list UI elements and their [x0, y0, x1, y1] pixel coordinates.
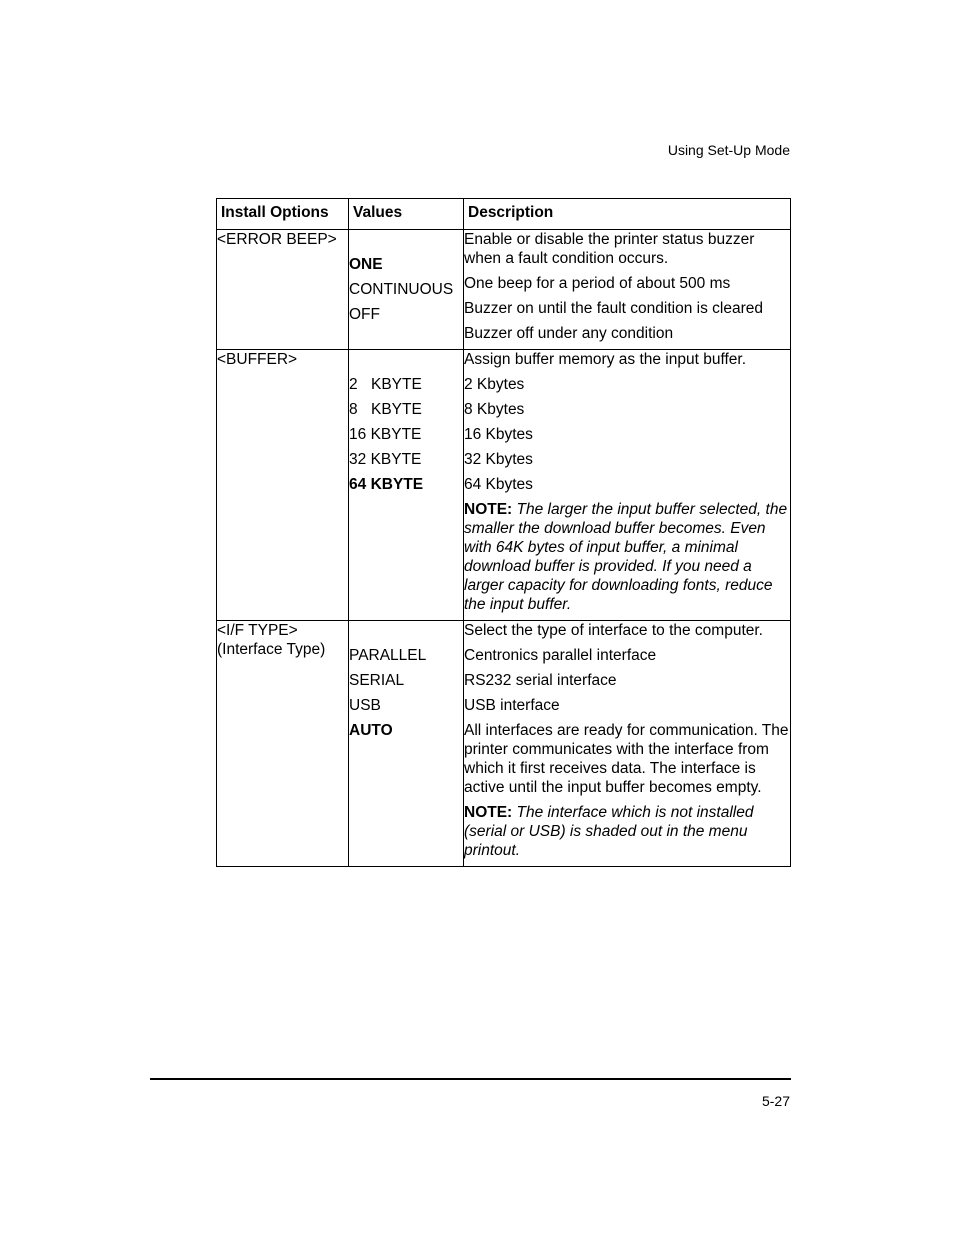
note-text: The larger the input buffer selected, the smaller the download buffer becomes. Even with 64K bytes of input buffer, a minimal download buffer is provided. If you need a larger capacity for downloading fonts, reduce the input buffer.: [464, 501, 788, 613]
note-text: The interface which is not installed (serial or USB) is shaded out in the menu printout.: [464, 804, 754, 859]
note: [464, 500, 790, 614]
description-cell: [464, 621, 791, 867]
footer-rule: [150, 1078, 791, 1080]
value-item: SERIAL: [349, 672, 405, 689]
value-item: USB: [349, 697, 381, 714]
description-item: Centronics parallel interface: [464, 647, 657, 664]
option-name: <ERROR BEEP>: [217, 231, 337, 248]
option-name: <BUFFER>: [217, 351, 298, 368]
page-number: 5-27: [761, 1093, 790, 1109]
running-header: Using Set-Up Mode: [667, 142, 790, 158]
description-item: All interfaces are ready for communication. The printer communicates with the interface from which it first receives data. The interface is active until the input buffer becomes empty.: [464, 722, 789, 796]
description-cell: [464, 230, 791, 350]
value-item: OFF: [349, 306, 380, 323]
option-subtitle: (Interface Type): [217, 641, 326, 658]
column-header-values: Values: [349, 199, 464, 230]
values-cell: [349, 230, 464, 350]
table-row-if-type: [217, 621, 791, 867]
description-intro: Enable or disable the printer status buzzer when a fault condition occurs.: [464, 231, 755, 267]
value-item: 16 KBYTE: [349, 426, 422, 443]
description-intro: Assign buffer memory as the input buffer.: [464, 351, 747, 368]
value-default: AUTO: [349, 722, 393, 739]
option-cell: [217, 350, 349, 621]
option-cell: [217, 621, 349, 867]
value-default: 64 KBYTE: [349, 476, 424, 493]
table-row-error-beep: [217, 230, 791, 350]
description-intro: Select the type of interface to the computer.: [464, 622, 763, 639]
value-item: 8 KBYTE: [349, 401, 422, 418]
install-options-table: [216, 198, 791, 867]
description-item: 32 Kbytes: [464, 451, 533, 468]
note: [464, 803, 790, 860]
value-item: CONTINUOUS: [349, 281, 454, 298]
description-item: 2 Kbytes: [464, 376, 525, 393]
table-header-row: [217, 199, 791, 230]
value-item: PARALLEL: [349, 647, 427, 664]
description-item: Buzzer on until the fault condition is cleared: [464, 300, 763, 317]
description-cell: [464, 350, 791, 621]
value-item: 32 KBYTE: [349, 451, 422, 468]
values-cell: [349, 350, 464, 621]
column-header-description: Description: [464, 199, 791, 230]
description-item: USB interface: [464, 697, 560, 714]
description-item: 16 Kbytes: [464, 426, 533, 443]
option-cell: [217, 230, 349, 350]
note-label: NOTE:: [464, 501, 513, 518]
column-header-install-options: Install Options: [217, 199, 349, 230]
description-item: RS232 serial interface: [464, 672, 617, 689]
value-default: ONE: [349, 256, 383, 273]
description-item: Buzzer off under any condition: [464, 325, 674, 342]
description-item: 64 Kbytes: [464, 476, 533, 493]
values-cell: [349, 621, 464, 867]
option-name: <I/F TYPE>: [217, 622, 298, 639]
description-item: 8 Kbytes: [464, 401, 525, 418]
table-row-buffer: [217, 350, 791, 621]
value-item: 2 KBYTE: [349, 376, 422, 393]
note-label: NOTE:: [464, 804, 513, 821]
description-item: One beep for a period of about 500 ms: [464, 275, 731, 292]
